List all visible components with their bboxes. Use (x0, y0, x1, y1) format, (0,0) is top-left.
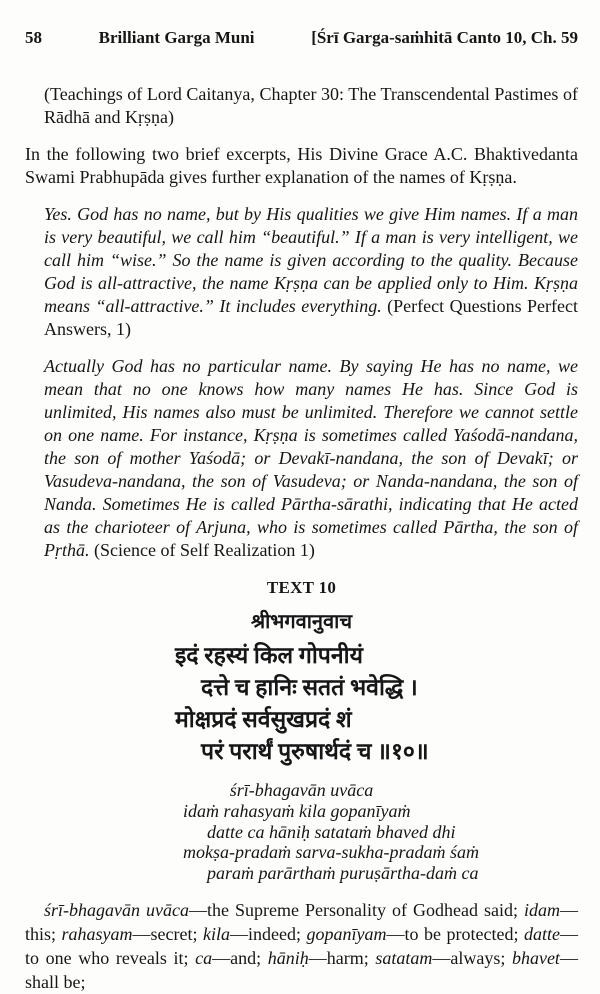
em-dash: — (560, 924, 578, 944)
excerpt-paragraph-2 (44, 355, 578, 562)
synonym-term: rahasyam (61, 924, 133, 944)
excerpt-1-text: Yes. God has no name, but by His qualities we give Him names. If a man is very beautiful, we call him “beautiful.” If a man is very intelligent, we call him “wise.” So the name is given according to the quality. Because God is all-attractive, the name Kṛṣṇa can be applied only to Him. Kṛṣṇa means “all-attractive.” It includes everything. (44, 204, 578, 316)
synonym-term: śrī-bhagavān uvāca (44, 900, 189, 920)
separator: ; (512, 900, 524, 920)
verse-heading: TEXT 10 (266, 578, 337, 597)
word-for-word-synonyms (25, 898, 578, 994)
excerpt-2-text: Actually God has no particular name. By saying He has no name, we mean that no one knows how many names He has. Since God is unlimited, His names also must be unlimited. Therefore we cannot settle on one name. For instance, Kṛṣṇa is sometimes called Yaśodā-nandana, the son of mother Yaśodā; or Devakī-nandana, the son of Devakī; or Vasudeva-nandana, the son of Vasudeva; or Nanda-nandana, the son of Nanda. Sometimes He is called Pārtha-sārathi, indicating that He acted as the charioteer of Arjuna, who is sometimes called Pārtha, the son of Pṛthā. (44, 356, 578, 560)
devanagari-verse (25, 640, 578, 768)
em-dash: — (432, 948, 451, 968)
devanagari-line-3: मोक्षप्रदं सर्वसुखप्रदं शं (175, 707, 352, 732)
devanagari-line-4: परं परार्थं पुरुषार्थदं च ॥१०॥ (201, 739, 429, 764)
synonym-gloss: to be protected (404, 924, 514, 944)
separator: ; (80, 972, 86, 992)
synonym-gloss: to one who reveals it (25, 948, 184, 968)
transliteration-line-3: mokṣa-pradaṁ sarva-sukha-pradaṁ śaṁ (183, 842, 479, 862)
synonym-gloss: this (25, 924, 52, 944)
synonym-term: kila (203, 924, 231, 944)
em-dash: — (308, 948, 327, 968)
separator: ; (363, 948, 376, 968)
separator: ; (183, 948, 196, 968)
em-dash: — (230, 924, 249, 944)
canto-reference: [Śrī Garga-saṁhitā Canto 10, Ch. 59 (311, 28, 578, 47)
source-note: (Teachings of Lord Caitanya, Chapter 30: The Transcendental Pastimes of Rādhā and Kṛṣṇa) (44, 84, 578, 127)
synonym-term: satatam (375, 948, 433, 968)
synonym-term: datte (524, 924, 560, 944)
separator: ; (513, 924, 524, 944)
synonym-gloss: always (450, 948, 501, 968)
synonym-gloss: harm (326, 948, 364, 968)
synonym-term: ca (195, 948, 213, 968)
separator: ; (256, 948, 268, 968)
transliteration-line-2: datte ca hāniḥ satataṁ bhaved dhi (207, 821, 456, 842)
em-dash: — (559, 948, 578, 968)
lead-paragraph: In the following two brief excerpts, His Divine Grace A.C. Bhaktivedanta Swami Prabhupāda gives further explanation of the names of Kṛṣṇa. (25, 144, 578, 187)
synonym-pair (195, 948, 268, 968)
synonym-term: gopanīyam (306, 924, 387, 944)
em-dash: — (212, 948, 231, 968)
synonym-gloss: shall be (25, 972, 81, 992)
transliteration-block (25, 780, 578, 883)
separator: ; (500, 948, 512, 968)
synonym-pair (44, 900, 524, 920)
separator: ; (192, 924, 204, 944)
devanagari-line-2: दत्ते च हानिः सततं भवेद्धि । (201, 675, 418, 700)
synonym-gloss: secret (150, 924, 193, 944)
em-dash: — (132, 924, 151, 944)
excerpt-1-citation: (Perfect Questions Perfect Answers, 1) (44, 296, 578, 339)
synonym-gloss: the Supreme Personality of Godhead said (206, 900, 513, 920)
synonym-gloss: and (230, 948, 257, 968)
page-number: 58 (25, 28, 42, 47)
synonym-pair (375, 948, 512, 968)
book-title: Brilliant Garga Muni (98, 28, 255, 47)
excerpt-paragraph-1 (44, 203, 578, 341)
separator: ; (296, 924, 307, 944)
synonym-term: idam (523, 900, 560, 920)
transliteration-speaker-line: śrī-bhagavān uvāca (229, 780, 374, 800)
devanagari-line-1: इदं रहस्यं किल गोपनीयं (175, 643, 363, 668)
synonym-gloss: indeed (248, 924, 296, 944)
transliteration-line-4: paraṁ parārthaṁ puruṣārtha-daṁ ca (207, 862, 479, 883)
synonym-pair (268, 948, 376, 968)
em-dash: — (386, 924, 405, 944)
excerpt-2-citation: (Science of Self Realization 1) (94, 540, 315, 560)
transliteration-line-1: idaṁ rahasyaṁ kila gopanīyaṁ (183, 801, 411, 821)
separator: ; (51, 924, 62, 944)
synonym-term: hāniḥ (267, 948, 309, 968)
devanagari-speaker-line: श्रीभगवानुवाच (250, 611, 353, 633)
synonym-pair (62, 924, 203, 944)
synonym-pair (203, 924, 307, 944)
synonym-term: bhavet (511, 948, 560, 968)
em-dash: — (559, 900, 578, 920)
running-header (25, 28, 578, 48)
synonym-pair (307, 924, 524, 944)
em-dash: — (188, 900, 207, 920)
